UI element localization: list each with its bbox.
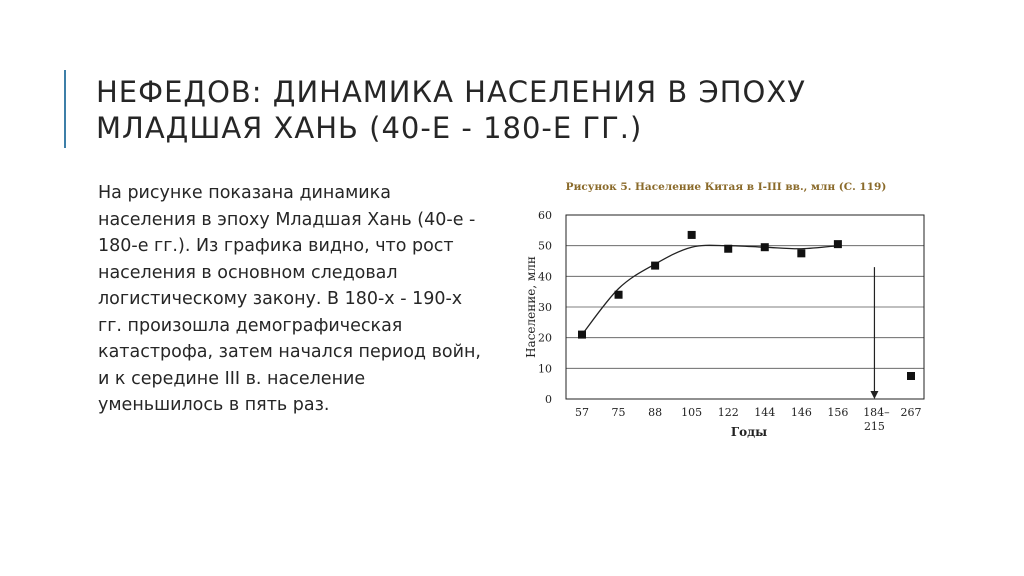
y-tick-label: 10 (538, 362, 552, 376)
data-point (797, 249, 805, 257)
data-point (834, 240, 842, 248)
data-point (688, 231, 696, 239)
x-tick-label: 75 (611, 406, 626, 419)
slide-body-text: На рисунке показана динамика населения в эпоху Младшая Хань (40-е - 180-е гг.). Из графика видно, что рост населения в основном следовал логистическому закону. В 180-х - 190-х гг. произошла демографическая катастрофа, затем начался период войн, и к середине III в. население уменьшилось в пять раз. (98, 183, 481, 415)
x-tick-label: 267 (900, 406, 922, 419)
x-tick-label: 144 (754, 406, 776, 419)
x-tick-label: 156 (827, 406, 849, 419)
y-axis-label: Население, млн (524, 256, 538, 358)
y-tick-label: 60 (538, 209, 552, 222)
collapse-arrow-head (870, 391, 878, 399)
data-point (907, 372, 915, 380)
y-tick-label: 40 (538, 270, 552, 284)
trend-line (582, 245, 838, 334)
population-chart (515, 178, 935, 448)
y-tick-label: 0 (545, 393, 552, 406)
chart-title: Рисунок 5. Население Китая в I-III вв., млн (С. 119) (565, 181, 887, 193)
y-tick-label: 20 (538, 331, 552, 345)
x-tick-label: 88 (648, 406, 663, 419)
x-tick-label: 146 (790, 406, 812, 419)
title-accent-bar (64, 70, 66, 148)
x-tick-label: 122 (717, 406, 739, 419)
x-tick-label: 184– (863, 406, 890, 419)
slide-title (96, 74, 976, 146)
x-tick-label: 57 (575, 406, 589, 419)
data-point (651, 262, 659, 270)
data-point (615, 291, 623, 299)
y-tick-label: 50 (538, 239, 552, 253)
x-axis-label: Годы (730, 425, 768, 439)
slide-title-line-2: МЛАДШАЯ ХАНЬ (40-Е - 180-Е ГГ.) (96, 111, 643, 145)
data-point (578, 331, 586, 339)
data-point (761, 243, 769, 251)
x-tick-label: 105 (681, 406, 703, 419)
x-tick-label: 215 (863, 420, 885, 433)
y-tick-label: 30 (538, 301, 552, 314)
slide-title-line-1: НЕФЕДОВ: ДИНАМИКА НАСЕЛЕНИЯ В ЭПОХУ (96, 75, 806, 109)
chart-container (515, 178, 935, 448)
data-point (724, 245, 732, 253)
